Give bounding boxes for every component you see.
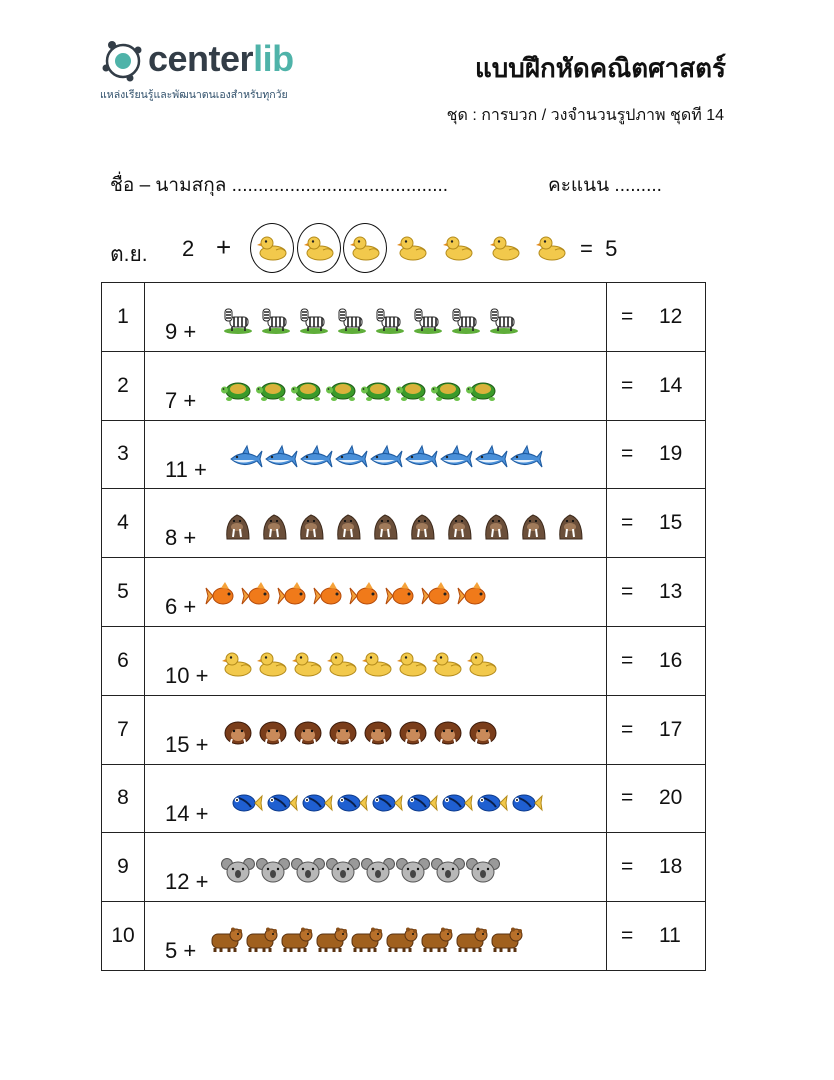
equals-sign: = <box>621 648 634 672</box>
turtle-icon <box>396 374 431 412</box>
problem-addend: 7 + <box>165 387 197 413</box>
turtle-icon <box>466 374 501 412</box>
zebra-icon <box>221 305 259 343</box>
equals-sign: = <box>621 855 634 879</box>
problem-number: 5 <box>102 558 145 627</box>
koala-icon <box>431 855 466 893</box>
answer-value: 16 <box>659 648 683 672</box>
score-field-label: คะแนน ......... <box>548 175 662 196</box>
shark-icon <box>509 443 544 481</box>
centerlib-logo <box>100 36 340 102</box>
problem-cell <box>145 902 607 971</box>
koala-icon <box>326 855 361 893</box>
problem-addend: 8 + <box>165 525 197 551</box>
bluefish-icon <box>439 787 474 825</box>
bear-icon <box>314 924 349 962</box>
problem-row <box>102 558 706 627</box>
zebra-icon <box>335 305 373 343</box>
problem-addend: 9 + <box>165 319 197 344</box>
answer-cell <box>607 351 706 420</box>
walrus-icon <box>369 511 406 549</box>
duck-icon <box>326 649 361 687</box>
duck-icon <box>256 649 291 687</box>
problem-number: 2 <box>102 351 145 420</box>
problem-number: 7 <box>102 695 145 764</box>
koala-icon <box>291 855 326 893</box>
zebra-icon <box>373 305 411 343</box>
bluefish-icon <box>509 787 544 825</box>
problem-row <box>102 626 706 695</box>
answer-cell <box>607 420 706 489</box>
answer-circle <box>343 223 387 273</box>
bluefish-icon <box>299 787 334 825</box>
koala-icon <box>361 855 396 893</box>
problem-icons <box>229 443 544 481</box>
bluefish-icon <box>264 787 299 825</box>
problem-cell <box>145 420 607 489</box>
equals-sign: = <box>621 924 634 948</box>
zebra-icon <box>411 305 449 343</box>
problem-cell <box>145 833 607 902</box>
problem-number: 8 <box>102 764 145 833</box>
duck-icon <box>483 220 529 276</box>
turtle-icon <box>431 374 466 412</box>
goldfish-icon <box>421 580 457 618</box>
turtle-icon <box>291 374 326 412</box>
answer-value: 15 <box>659 511 683 535</box>
page-subtitle: ชุด : การบวก / วงจำนวนรูปภาพ ชุดที 14 <box>446 107 724 124</box>
duck-icon <box>343 220 389 276</box>
duck-icon <box>361 649 396 687</box>
example-problem <box>110 220 750 276</box>
problem-row <box>102 283 706 352</box>
turtle-icon <box>221 374 256 412</box>
walrus-icon <box>443 511 480 549</box>
answer-cell <box>607 764 706 833</box>
answer-cell <box>607 558 706 627</box>
example-answer <box>580 236 617 262</box>
koala-icon <box>396 855 431 893</box>
duck-icon <box>250 220 296 276</box>
problem-cell <box>145 764 607 833</box>
duck-icon <box>297 220 343 276</box>
shark-icon <box>264 443 299 481</box>
duck-icon <box>529 220 575 276</box>
problem-number: 4 <box>102 489 145 558</box>
koala-icon <box>221 855 256 893</box>
walrus-icon <box>221 511 258 549</box>
bear-icon <box>489 924 524 962</box>
mammoth-icon <box>291 718 326 756</box>
equals-sign: = <box>621 717 634 741</box>
shark-icon <box>299 443 334 481</box>
problem-icons <box>221 649 501 687</box>
duck-icon <box>466 649 501 687</box>
mammoth-icon <box>221 718 256 756</box>
problem-icons <box>209 924 524 962</box>
problem-addend: 14 + <box>165 800 209 826</box>
problem-number: 1 <box>102 283 145 352</box>
answer-cell <box>607 902 706 971</box>
problem-icons <box>221 305 525 343</box>
bear-icon <box>384 924 419 962</box>
problem-number: 6 <box>102 626 145 695</box>
problem-row <box>102 695 706 764</box>
logo-molecule-icon <box>100 38 146 84</box>
bear-icon <box>244 924 279 962</box>
problem-cell <box>145 626 607 695</box>
koala-icon <box>466 855 501 893</box>
walrus-icon <box>517 511 554 549</box>
mammoth-icon <box>466 718 501 756</box>
equals-sign: = <box>621 786 634 810</box>
problem-addend: 5 + <box>165 938 197 964</box>
answer-value: 17 <box>659 717 683 741</box>
zebra-icon <box>487 305 525 343</box>
goldfish-icon <box>313 580 349 618</box>
walrus-icon <box>332 511 369 549</box>
walrus-icon <box>406 511 443 549</box>
shark-icon <box>439 443 474 481</box>
mammoth-icon <box>326 718 361 756</box>
equals-sign: = <box>621 511 634 535</box>
problem-row <box>102 833 706 902</box>
answer-value: 19 <box>659 442 683 466</box>
bluefish-icon <box>404 787 439 825</box>
shark-icon <box>474 443 509 481</box>
goldfish-icon <box>241 580 277 618</box>
walrus-icon <box>480 511 517 549</box>
mammoth-icon <box>361 718 396 756</box>
duck-icon <box>396 649 431 687</box>
goldfish-icon <box>457 580 493 618</box>
turtle-icon <box>361 374 396 412</box>
example-answer-value: 5 <box>605 236 618 261</box>
problem-row <box>102 764 706 833</box>
bluefish-icon <box>229 787 264 825</box>
bear-icon <box>419 924 454 962</box>
walrus-icon <box>295 511 332 549</box>
logo-name-part1: center <box>148 38 254 79</box>
zebra-icon <box>259 305 297 343</box>
problem-addend: 15 + <box>165 731 209 757</box>
problem-cell <box>145 489 607 558</box>
answer-value: 12 <box>659 304 683 328</box>
problem-icons <box>229 787 544 825</box>
problem-row <box>102 420 706 489</box>
problem-icons <box>221 855 501 893</box>
problem-row <box>102 489 706 558</box>
problem-icons <box>221 718 501 756</box>
problem-addend: 12 + <box>165 869 209 895</box>
duck-icon <box>436 220 482 276</box>
answer-value: 20 <box>659 786 683 810</box>
bear-icon <box>279 924 314 962</box>
goldfish-icon <box>385 580 421 618</box>
problem-cell <box>145 558 607 627</box>
duck-icon <box>390 220 436 276</box>
bear-icon <box>209 924 244 962</box>
problem-icons <box>221 374 501 412</box>
equals-sign: = <box>621 373 634 397</box>
worksheet-table <box>101 282 706 971</box>
equals-sign: = <box>621 580 634 604</box>
mammoth-icon <box>256 718 291 756</box>
problem-cell <box>145 283 607 352</box>
walrus-icon <box>554 511 591 549</box>
bear-icon <box>349 924 384 962</box>
walrus-icon <box>258 511 295 549</box>
bear-icon <box>454 924 489 962</box>
mammoth-icon <box>396 718 431 756</box>
goldfish-icon <box>205 580 241 618</box>
logo-wordmark <box>148 36 294 82</box>
logo-tagline: แหล่งเรียนรู้และพัฒนาตนเองสำหรับทุกวัย <box>100 89 288 101</box>
bluefish-icon <box>474 787 509 825</box>
example-label: ต.ย. <box>110 243 148 266</box>
koala-icon <box>256 855 291 893</box>
goldfish-icon <box>277 580 313 618</box>
problem-row <box>102 351 706 420</box>
answer-cell <box>607 489 706 558</box>
problem-number: 9 <box>102 833 145 902</box>
answer-cell <box>607 626 706 695</box>
duck-icon <box>221 649 256 687</box>
example-equals: = <box>580 236 593 261</box>
zebra-icon <box>297 305 335 343</box>
problem-icons <box>221 511 591 549</box>
problem-icons <box>205 580 493 618</box>
bluefish-icon <box>334 787 369 825</box>
duck-icon <box>291 649 326 687</box>
answer-cell <box>607 695 706 764</box>
problem-row <box>102 902 706 971</box>
name-field-label: ชื่อ – นามสกุล ......................................... <box>110 175 449 196</box>
example-plus: + <box>216 232 232 262</box>
answer-value: 14 <box>659 373 683 397</box>
problem-addend: 10 + <box>165 662 209 688</box>
goldfish-icon <box>349 580 385 618</box>
turtle-icon <box>256 374 291 412</box>
zebra-icon <box>449 305 487 343</box>
answer-value: 13 <box>659 580 683 604</box>
equals-sign: = <box>621 442 634 466</box>
mammoth-icon <box>431 718 466 756</box>
problem-number: 3 <box>102 420 145 489</box>
page-title: แบบฝึกหัดคณิตศาสตร์ <box>475 53 726 83</box>
answer-circle <box>297 223 341 273</box>
logo-name-part2: lib <box>253 38 294 79</box>
shark-icon <box>334 443 369 481</box>
bluefish-icon <box>369 787 404 825</box>
example-addend: 2 <box>182 236 195 261</box>
shark-icon <box>404 443 439 481</box>
answer-value: 18 <box>659 855 683 879</box>
shark-icon <box>229 443 264 481</box>
problem-number: 10 <box>102 902 145 971</box>
problem-cell <box>145 695 607 764</box>
answer-cell <box>607 833 706 902</box>
duck-icon <box>431 649 466 687</box>
shark-icon <box>369 443 404 481</box>
problem-cell <box>145 351 607 420</box>
equals-sign: = <box>621 304 634 328</box>
problem-addend: 6 + <box>165 594 197 620</box>
turtle-icon <box>326 374 361 412</box>
answer-circle <box>250 223 294 273</box>
answer-cell <box>607 283 706 352</box>
problem-addend: 11 + <box>165 456 207 482</box>
answer-value: 11 <box>659 924 681 948</box>
